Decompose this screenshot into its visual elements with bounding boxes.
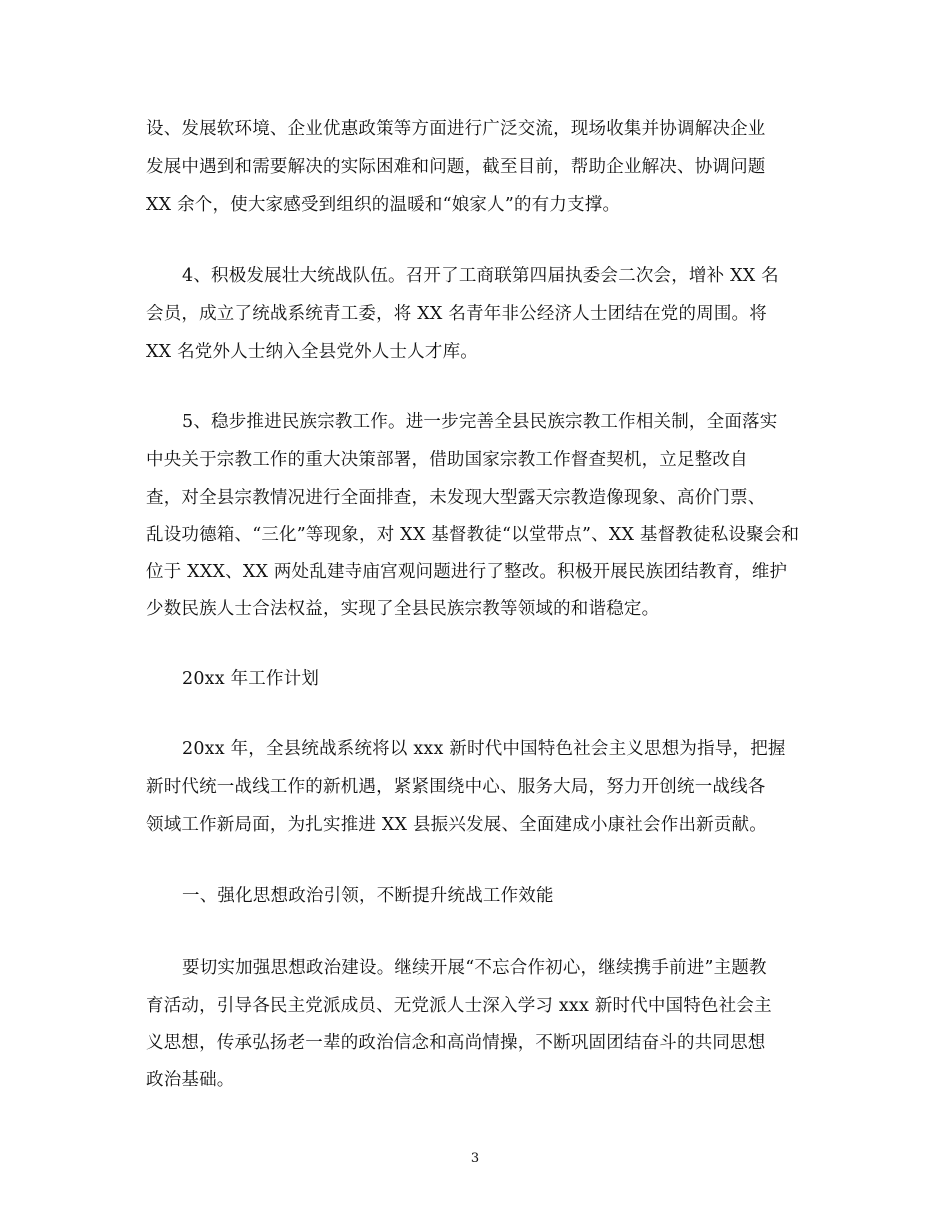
- paragraph-line: 少数民族人士合法权益，实现了全县民族宗教等领域的和谐稳定。: [146, 599, 660, 619]
- paragraph-line: 查，对全县宗教情况进行全面排查，未发现大型露天宗教造像现象、高价门票、: [146, 488, 766, 508]
- paragraph-line: 育活动，引导各民主党派成员、无党派人士深入学习 xxx 新时代中国特色社会主: [146, 996, 772, 1016]
- paragraph-line: 20xx 年，全县统战系统将以 xxx 新时代中国特色社会主义思想为指导，把握: [182, 739, 786, 759]
- paragraph-line: 发展中遇到和需要解决的实际困难和问题，截至目前，帮助企业解决、协调问题: [146, 157, 766, 177]
- paragraph-line: XX 余个，使大家感受到组织的温暖和“娘家人”的有力支撑。: [146, 195, 621, 215]
- paragraph-line: 领域工作新局面，为扎实推进 XX 县振兴发展、全面建成小康社会作出新贡献。: [146, 815, 767, 835]
- paragraph-line: XX 名党外人士纳入全县党外人士人才库。: [146, 342, 478, 362]
- page-number: 3: [470, 1151, 480, 1166]
- paragraph-line: 中央关于宗教工作的重大决策部署，借助国家宗教工作督查契机，立足整改自: [146, 450, 748, 470]
- paragraph-line: 会员，成立了统战系统青工委，将 XX 名青年非公经济人士团结在党的周围。将: [146, 304, 767, 324]
- paragraph-line: 5、稳步推进民族宗教工作。进一步完善全县民族宗教工作相关制，全面落实: [182, 412, 778, 432]
- paragraph-line: 位于 XXX、XX 两处乱建寺庙宫观问题进行了整改。积极开展民族团结教育，维护: [146, 562, 788, 582]
- paragraph-line: 义思想，传承弘扬老一辈的政治信念和高尚情操，不断巩固团结奋斗的共同思想: [146, 1033, 766, 1053]
- paragraph-line: 4、积极发展壮大统战队伍。召开了工商联第四届执委会二次会，增补 XX 名: [182, 266, 779, 286]
- paragraph-line: 设、发展软环境、企业优惠政策等方面进行广泛交流，现场收集并协调解决企业: [146, 119, 766, 139]
- section-heading: 20xx 年工作计划: [182, 669, 320, 689]
- paragraph-line: 要切实加强思想政治建设。继续开展“不忘合作初心，继续携手前进”主题教: [182, 958, 767, 978]
- section-heading: 一、强化思想政治引领，不断提升统战工作效能: [182, 886, 554, 906]
- paragraph-line: 新时代统一战线工作的新机遇，紧紧围绕中心、服务大局，努力开创统一战线各: [146, 777, 766, 797]
- paragraph-line: 政治基础。: [146, 1070, 235, 1090]
- paragraph-line: 乱设功德箱、“三化”等现象，对 XX 基督教徒“以堂带点”、XX 基督教徒私设聚会和: [146, 525, 800, 545]
